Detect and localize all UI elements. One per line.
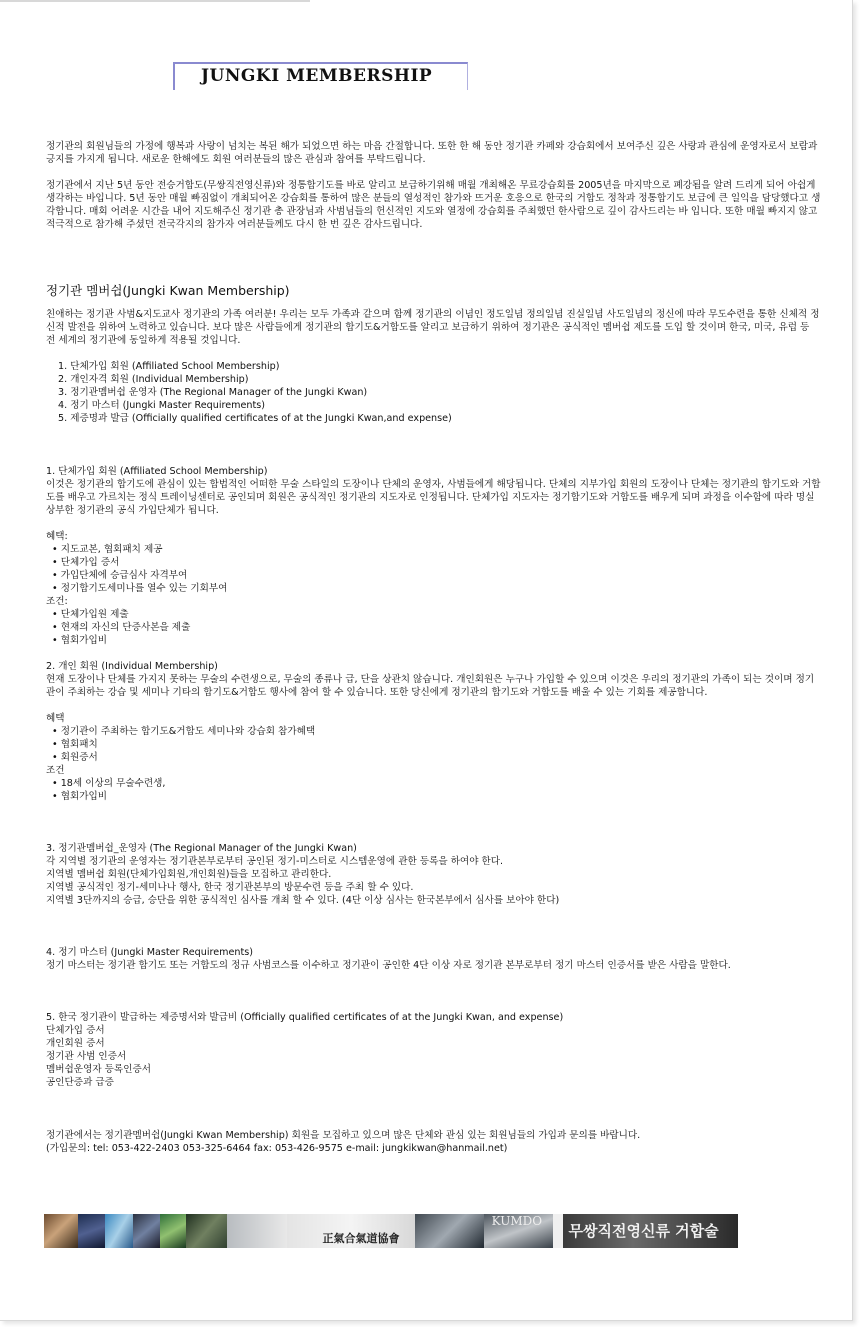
top-divider <box>0 0 310 2</box>
contact-info: (가입문의: tel: 053-422-2403 053-325-6464 fax: 053-426-9575 e-mail: jungkikwan@hanmail.net) <box>46 1143 508 1154</box>
banner-photo-3 <box>105 1214 133 1248</box>
section1-heading: 1. 단체가입 회원 (Affiliated School Membership) <box>46 466 268 477</box>
section1-conditions-label: 조건: <box>46 596 68 607</box>
section5-line: 공인단증과 급증 <box>46 1077 114 1088</box>
section5-line: 멤버쉽운영자 등록인증서 <box>46 1064 151 1075</box>
section3-line: 지역별 3단까지의 승급, 승단을 위한 공식적인 심사를 개최 할 수 있다. (4단 이상 심사는 한국본부에서 심사를 보아야 한다) <box>46 895 560 906</box>
banner-photo-4 <box>133 1214 161 1248</box>
closing-text: 정기관에서는 정기관멤버쉽(Jungki Kwan Membership) 회원을 모집하고 있으며 많은 단체와 관심 있는 회원님들의 가입과 문의를 바랍니다. <box>46 1130 641 1141</box>
membership-list-item: 4. 정기 마스터 (Jungki Master Requirements) <box>58 400 265 411</box>
banner-fade <box>227 1214 286 1248</box>
association-logo <box>287 1214 415 1248</box>
section2-conditions-label: 조건 <box>46 765 65 776</box>
membership-list-item: 5. 제증명과 발급 (Officially qualified certificates of at the Jungki Kwan,and expense) <box>58 413 452 424</box>
section3-heading: 3. 정기관멤버쉽_운영자 (The Regional Manager of the Jungki Kwan) <box>46 843 357 854</box>
section5-line: 정기관 사범 인증서 <box>46 1051 127 1062</box>
association-name: 正氣合氣道協會 <box>322 1232 400 1245</box>
banner-photo-5 <box>160 1214 186 1248</box>
main-content <box>46 140 821 1155</box>
section3-line: 각 지역별 정기관의 운영자는 정기관본부로부터 공인된 정기-미스터로 시스템운영에 관한 등록을 하여야 한다. <box>46 856 504 867</box>
section1-benefit-item: • 지도교본, 협회패치 제공 <box>52 544 163 555</box>
section1-condition-item: • 현재의 자신의 단증사본을 제출 <box>52 622 191 633</box>
banner-title-panel <box>563 1214 738 1248</box>
membership-description: 친애하는 정기관 사범&지도교사 정기관의 가족 여러분! 우리는 모두 가족과 같으며 함께 정기관의 이념인 정도일념 정의일념 진실일념 사도일념의 정신에 따라 무도수련을 통한 신체적 정신적 발전을 위하여 노력하고 있습니다. 보다 많은 사람들에게 정기관의 합기도&거합도를 알리고 보급하기 위하여 정기관은 공식적인 멤버쉽 제도를 도입 할 것이며 한국, 미국, 유럽 등 전 세계의 정기관에 동일하게 적용될 것입니다. <box>46 309 820 346</box>
section2-benefits-label: 혜택 <box>46 713 65 724</box>
page-title: JUNGKI MEMBERSHIP <box>201 66 433 86</box>
section2-benefit-item: • 협회패치 <box>52 739 98 750</box>
section1-body: 이것은 정기관의 합기도에 관심이 있는 합법적인 어떠한 무술 스타일의 도장이나 단체의 운영자, 사범들에게 해당됩니다. 단체의 지부가입 회원의 도장이나 단체는 정기관의 합기도와 거합도를 배우고 가르치는 정식 트레이닝센터로 공인되며 회원은 공식적인 정기관의 지도자로 인정됩니다. 단체가입 지도자는 정기합기도와 거합도를 배우게 되며 과정을 이수함에 따라 명실상부한 정기관의 공식 가입단체가 됩니다. <box>46 479 821 516</box>
banner-photo-2 <box>78 1214 106 1248</box>
membership-heading: 정기관 멤버쉽(Jungki Kwan Membership) <box>46 283 290 298</box>
membership-list-item: 3. 정기관멤버쉽 운영자 (The Regional Manager of the Jungki Kwan) <box>58 387 368 398</box>
banner-photo-1 <box>44 1214 78 1248</box>
section1-condition-item: • 단체가입원 제출 <box>52 609 129 620</box>
section2-body: 현재 도장이나 단체를 가지지 못하는 무술의 수련생으로, 무술의 종류나 급, 단을 상관치 않습니다. 개인회원은 누구나 가입할 수 있으며 이것은 우리의 정기관의 가족이 되는 것이며 정기관이 주최하는 강습 및 세미나 기타의 합기도&거합도 행사에 참여 할 수 있습니다. 또한 당신에게 정기관의 합기도와 거합도를 배울 수 있는 기회를 제공합니다. <box>46 674 815 698</box>
section1-condition-item: • 협회가입비 <box>52 635 108 646</box>
section2-benefit-item: • 정기관이 주최하는 합기도&거합도 세미나와 강습회 참가혜택 <box>52 726 316 737</box>
membership-list-item: 1. 단체가입 회원 (Affiliated School Membership) <box>58 361 280 372</box>
intro-paragraph-1: 정기관의 회원님들의 가정에 행복과 사랑이 넘치는 복된 해가 되었으면 하는 마음 간절합니다. 또한 한 해 동안 정기관 카페와 강습회에서 보여주신 깊은 사랑과 관심에 운영자로서 보람과 긍지를 가지게 됩니다. 새로운 한해에도 회원 여러분들의 많은 관심과 참여를 부탁드립니다. <box>46 141 818 165</box>
footer-banner <box>44 1214 738 1248</box>
section5-line: 개인회원 증서 <box>46 1038 105 1049</box>
banner-photo-6 <box>186 1214 227 1248</box>
kumdo-logo <box>484 1214 553 1248</box>
section2-condition-item: • 협회가입비 <box>52 791 108 802</box>
section2-benefit-item: • 회원증서 <box>52 752 98 763</box>
section2-condition-item: • 18세 이상의 무술수련생, <box>52 778 166 789</box>
section1-benefit-item: • 단체가입 증서 <box>52 557 120 568</box>
section4-heading: 4. 정기 마스터 (Jungki Master Requirements) <box>46 947 253 958</box>
section3-line: 지역별 공식적인 정기-세미나나 행사, 한국 정기관본부의 방문수련 등을 주최 할 수 있다. <box>46 882 414 893</box>
title-box <box>173 62 468 90</box>
section2-heading: 2. 개인 회원 (Individual Membership) <box>46 661 218 672</box>
section5-heading: 5. 한국 정기관이 발급하는 제증명서와 발급비 (Officially qualified certificates of at the Jungki Kwan, and expense) <box>46 1012 564 1023</box>
section4-body: 정기 마스터는 정기관 합기도 또는 거합도의 정규 사범코스를 이수하고 정기관이 공인한 4단 이상 자로 정기관 본부로부터 정기 마스터 인증서를 받은 사람을 말한다. <box>46 960 731 971</box>
section3-line: 지역별 멤버쉽 회원(단체가입회원,개인회원)들을 모집하고 관리한다. <box>46 869 332 880</box>
section5-line: 단체가입 증서 <box>46 1025 105 1036</box>
banner-gap <box>553 1214 563 1248</box>
banner-right-text: 무쌍직전영신류 거합술 <box>568 1222 719 1240</box>
membership-list-item: 2. 개인자격 회원 (Individual Membership) <box>58 374 249 385</box>
section1-benefit-item: • 가입단체에 승급심사 자격부여 <box>52 570 188 581</box>
section1-benefits-label: 혜택: <box>46 531 68 542</box>
intro-paragraph-2: 정기관에서 지난 5년 동안 전승거합도(무쌍직전영신류)와 정통합기도를 바로 알리고 보급하기위해 매월 개최해온 무료강습회를 2005년을 마지막으로 폐강됨을 알려 드리게 되어 아쉽게 생각하는 바입니다. 5년 동안 매월 빠짐없이 개최되어온 강습회를 통하여 많은 분들의 열성적인 참가와 뜨거운 호응으로 한국의 거합도 정착과 정통합기도 보급에 큰 일익을 담당했다고 생각합니다. 매회 어려운 시간을 내어 지도해주신 정기관 총 관장님과 사범님들의 헌신적인 지도와 열정에 강습회를 주최했던 한사람으로 깊이 감사드리는 바 입니다. 또한 매월 빠지지 않고 적극적으로 참가해 주셨던 전국각지의 참가자 여러분들께도 다시 한 번 깊은 감사드립니다. <box>46 180 821 230</box>
section1-benefit-item: • 정기합기도세미나를 열수 있는 기회부여 <box>52 583 228 594</box>
banner-photo-7 <box>415 1214 484 1248</box>
kumdo-text: KUMDO <box>491 1214 543 1228</box>
